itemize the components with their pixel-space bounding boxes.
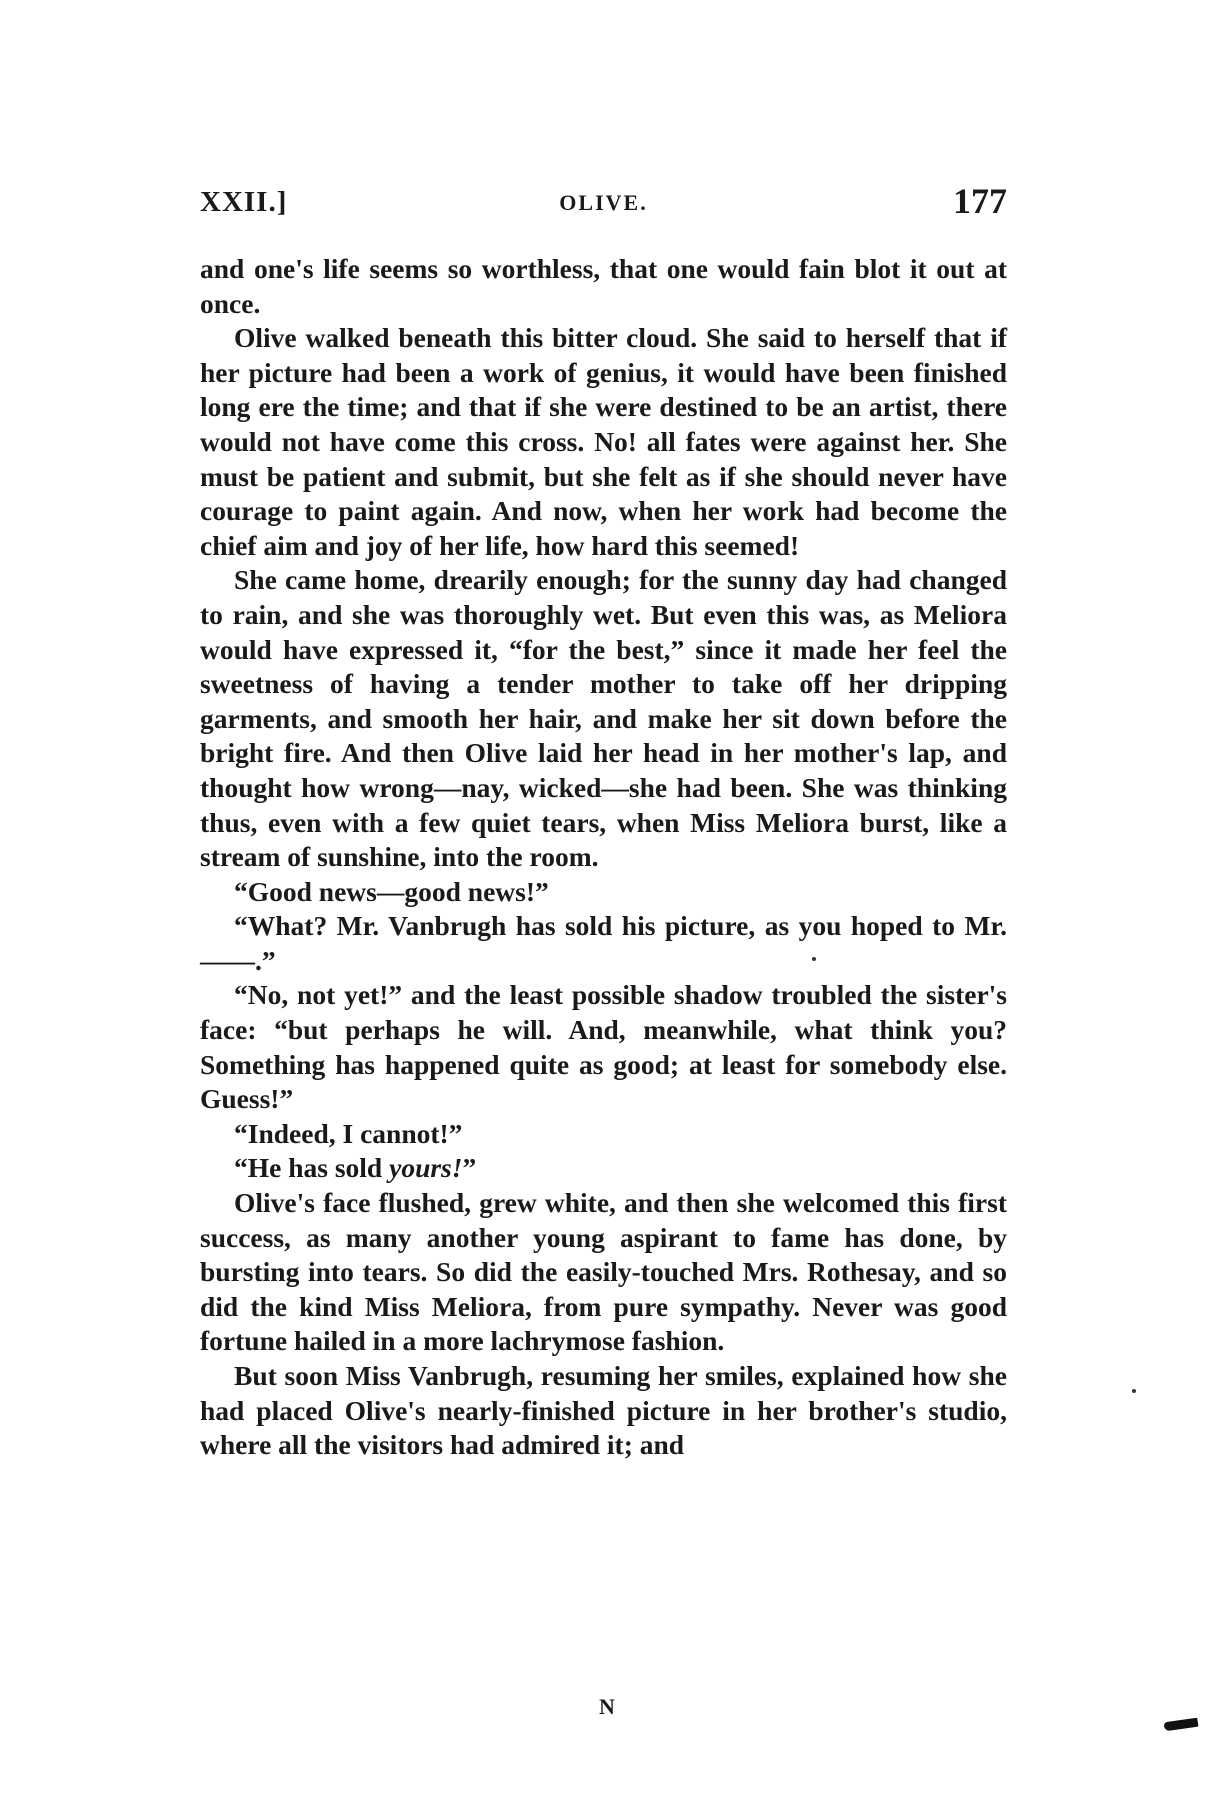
signature-mark: N: [599, 1694, 615, 1719]
running-head: [200, 181, 1007, 230]
paragraph: She came home, drearily enough; for the sunny day had changed to rain, and she was thoroughly wet. But even this was, as Meliora would have expressed it, “for the best,” since it made her feel the sweetness of having a tender mother to take off her dripping garments, and smooth her hair, and make her sit down before the bright fire. And then Olive laid her head in her mother's lap, and thought how wrong—nay, wicked—she had been. She was thinking thus, even with a few quiet tears, when Miss Meliora burst, like a stream of sunshine, into the room.: [200, 564, 1007, 873]
closing-quote: ”: [462, 1152, 477, 1184]
ink-speck: [1132, 1389, 1136, 1393]
running-title: OLIVE.: [559, 190, 648, 215]
ink-speck: [812, 957, 816, 961]
dialog-line: “Indeed, I cannot!”: [234, 1117, 463, 1149]
dialog-line: “What? Mr. Vanbrugh has sold his picture, as you hoped to Mr. ——.”: [200, 910, 1007, 976]
dialog-line: “No, not yet!” and the least possible shadow troubled the sister's face: “but perhaps he will. And, meanwhile, what think you? Something has happened quite as good; at least for somebody else. Guess!”: [200, 979, 1007, 1115]
body-text: [200, 252, 1007, 1463]
paragraph: Olive walked beneath this bitter cloud. She said to herself that if her picture had been a work of genius, it would have been finished long ere the time; and that if she were destined to be an artist, there would not have come this cross. No! all fates were against her. She must be patient and submit, but she felt as if she should never have courage to paint again. And now, when her work had become the chief aim and joy of her life, how hard this seemed!: [200, 322, 1007, 561]
emphasized-word: yours!: [389, 1152, 463, 1184]
dialog-line: [200, 1151, 1007, 1186]
chapter-marker: XXII.]: [200, 186, 288, 218]
paragraph: But soon Miss Vanbrugh, resuming her smiles, explained how she had placed Olive's nearly-finished picture in her brother's studio, where all the visitors had admired it; and: [200, 1360, 1007, 1461]
page-number: 177: [953, 181, 1007, 221]
paragraph-continuation: and one's life seems so worthless, that one would fain blot it out at once.: [200, 253, 1007, 319]
dialog-line: “Good news—good news!”: [234, 875, 549, 907]
dialog-text: “He has sold: [234, 1152, 390, 1184]
paragraph: Olive's face flushed, grew white, and then she welcomed this first success, as many another young aspirant to fame has done, by bursting into tears. So did the easily-touched Mrs. Rothesay, and so did the kind Miss Meliora, from pure sympathy. Never was good fortune hailed in a more lachrymose fashion.: [200, 1187, 1007, 1357]
